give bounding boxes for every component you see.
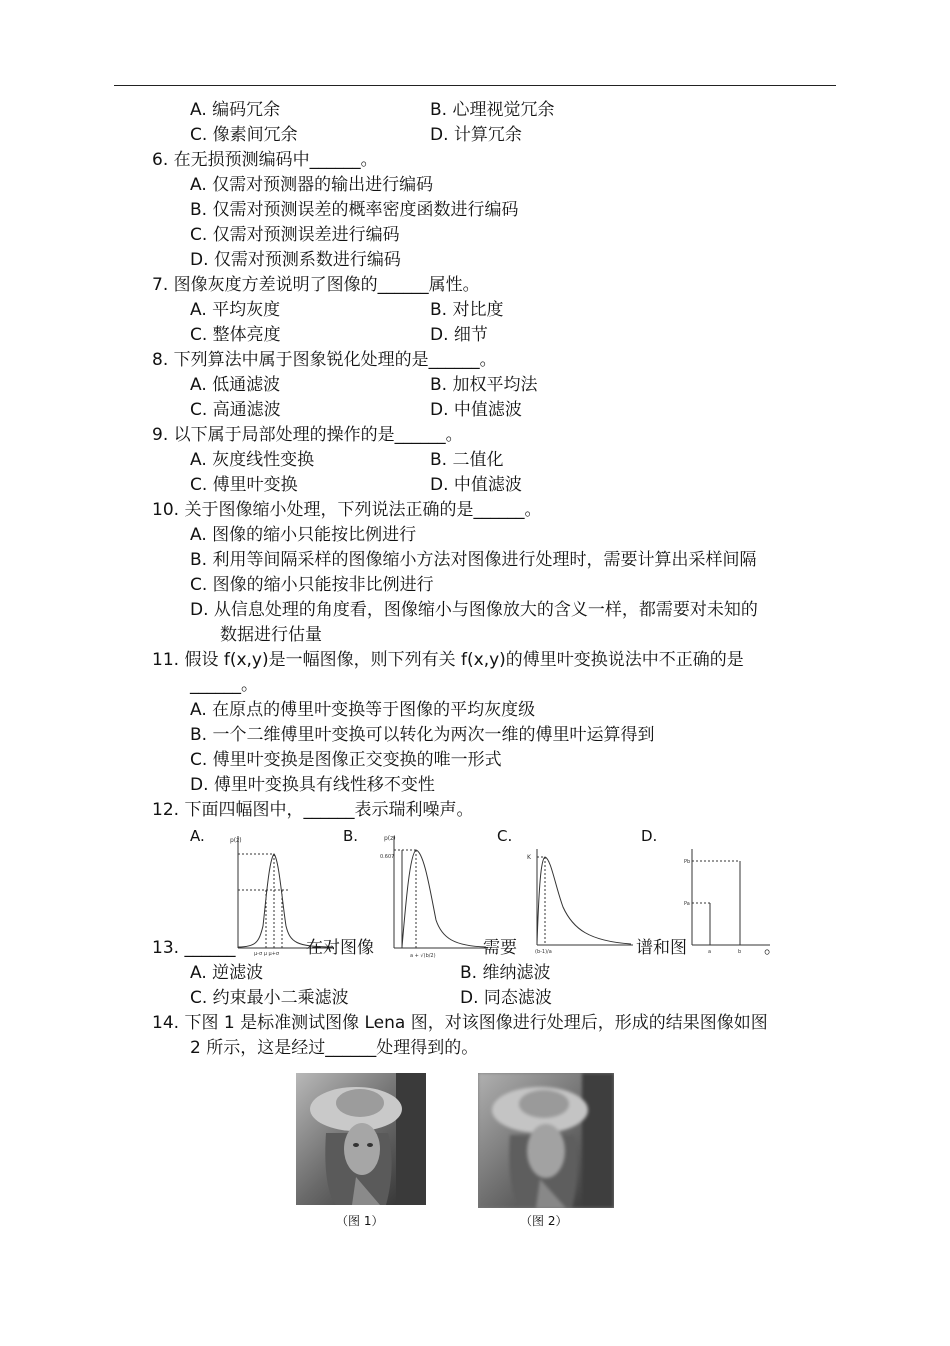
lena-original-image (296, 1073, 426, 1205)
q13-option-b: B. 维纳滤波 (460, 963, 551, 983)
lena-processed-image (478, 1073, 614, 1208)
q12-option-d: D. (641, 827, 658, 845)
svg-text:K: K (527, 854, 531, 861)
svg-text:p(z): p(z) (384, 835, 396, 842)
figure-1-caption: （图 1） (336, 1214, 384, 1228)
q14-stem: 14. 下图 1 是标准测试图像 Lena 图，对该图像进行处理后，形成的结果图像如图 (152, 1013, 768, 1033)
svg-text:Pb: Pb (684, 859, 691, 865)
q5-option-c: C. 像素间冗余 (190, 125, 298, 145)
q13-stem-end: 。 (764, 938, 781, 958)
q10-stem: 10. 关于图像缩小处理，下列说法正确的是______。 (152, 500, 542, 520)
q5-option-d: D. 计算冗余 (430, 125, 522, 145)
q7-option-b: B. 对比度 (430, 300, 504, 320)
q10-option-c: C. 图像的缩小只能按非比例进行 (190, 575, 434, 595)
q6-option-a: A. 仅需对预测器的输出进行编码 (190, 175, 434, 195)
q8-stem: 8. 下列算法中属于图象锐化处理的是______。 (152, 350, 497, 370)
q11-stem-cont: ______。 (190, 675, 258, 695)
q9-option-d: D. 中值滤波 (430, 475, 522, 495)
q12-option-c: C. (497, 827, 513, 845)
q13-option-a: A. 逆滤波 (190, 963, 264, 983)
q13-option-d: D. 同态滤波 (460, 988, 552, 1008)
q6-option-c: C. 仅需对预测误差进行编码 (190, 225, 400, 245)
q9-stem: 9. 以下属于局部处理的操作的是______。 (152, 425, 463, 445)
q7-option-c: C. 整体亮度 (190, 325, 281, 345)
q6-option-d: D. 仅需对预测系数进行编码 (190, 250, 401, 270)
q13-stem-mid3: 谱和图 (636, 938, 687, 958)
q7-option-a: A. 平均灰度 (190, 300, 281, 320)
q7-stem: 7. 图像灰度方差说明了图像的______属性。 (152, 275, 480, 295)
q13-stem-start: 13. ______ (152, 938, 236, 958)
impulse-pdf-plot (682, 845, 772, 955)
q12-option-b: B. (343, 827, 359, 845)
q9-option-c: C. 傅里叶变换 (190, 475, 298, 495)
svg-text:b: b (738, 949, 742, 955)
q11-stem: 11. 假设 f(x,y)是一幅图像，则下列有关 f(x,y)的傅里叶变换说法中不正确的是 (152, 650, 744, 670)
q11-option-d: D. 傅里叶变换具有线性移不变性 (190, 775, 435, 795)
q8-option-a: A. 低通滤波 (190, 375, 281, 395)
q12-stem: 12. 下面四幅图中，______表示瑞利噪声。 (152, 800, 474, 820)
q11-option-c: C. 傅里叶变换是图像正交变换的唯一形式 (190, 750, 502, 770)
q9-option-a: A. 灰度线性变换 (190, 450, 315, 470)
q6-option-b: B. 仅需对预测误差的概率密度函数进行编码 (190, 200, 519, 220)
header-rule (114, 85, 836, 86)
gamma-pdf-plot (525, 845, 635, 955)
q5-option-b: B. 心理视觉冗余 (430, 100, 555, 120)
q11-option-b: B. 一个二维傅里叶变换可以转化为两次一维的傅里叶运算得到 (190, 725, 655, 745)
q9-option-b: B. 二值化 (430, 450, 504, 470)
q13-option-c: C. 约束最小二乘滤波 (190, 988, 349, 1008)
q13-stem-mid2: 需要 (483, 938, 517, 958)
q8-option-c: C. 高通滤波 (190, 400, 281, 420)
q12-option-a: A. (190, 827, 205, 845)
q10-option-d-cont: 数据进行估量 (220, 625, 322, 645)
svg-text:p(z): p(z) (230, 837, 242, 844)
svg-text:μ-σ μ μ+σ: μ-σ μ μ+σ (254, 951, 280, 957)
q10-option-d: D. 从信息处理的角度看，图像缩小与图像放大的含义一样，都需要对未知的 (190, 600, 758, 620)
svg-text:a: a (708, 949, 712, 955)
q10-option-b: B. 利用等间隔采样的图像缩小方法对图像进行处理时，需要计算出采样间隔 (190, 550, 757, 570)
q5-option-a: A. 编码冗余 (190, 100, 281, 120)
q6-stem: 6. 在无损预测编码中______。 (152, 150, 378, 170)
q7-option-d: D. 细节 (430, 325, 488, 345)
rayleigh-pdf-plot (380, 830, 490, 960)
svg-text:(b-1)/a: (b-1)/a (535, 949, 552, 955)
figure-2-caption: （图 2） (520, 1214, 568, 1228)
q10-option-a: A. 图像的缩小只能按比例进行 (190, 525, 417, 545)
svg-text:0.607: 0.607 (380, 854, 395, 860)
svg-text:a + √(b/2): a + √(b/2) (410, 953, 436, 959)
q8-option-d: D. 中值滤波 (430, 400, 522, 420)
q8-option-b: B. 加权平均法 (430, 375, 538, 395)
q14-stem-cont: 2 所示，这是经过______处理得到的。 (190, 1038, 479, 1058)
q13-stem-mid1: 在对图像 (306, 938, 374, 958)
q11-option-a: A. 在原点的傅里叶变换等于图像的平均灰度级 (190, 700, 536, 720)
svg-text:Pa: Pa (684, 901, 690, 907)
